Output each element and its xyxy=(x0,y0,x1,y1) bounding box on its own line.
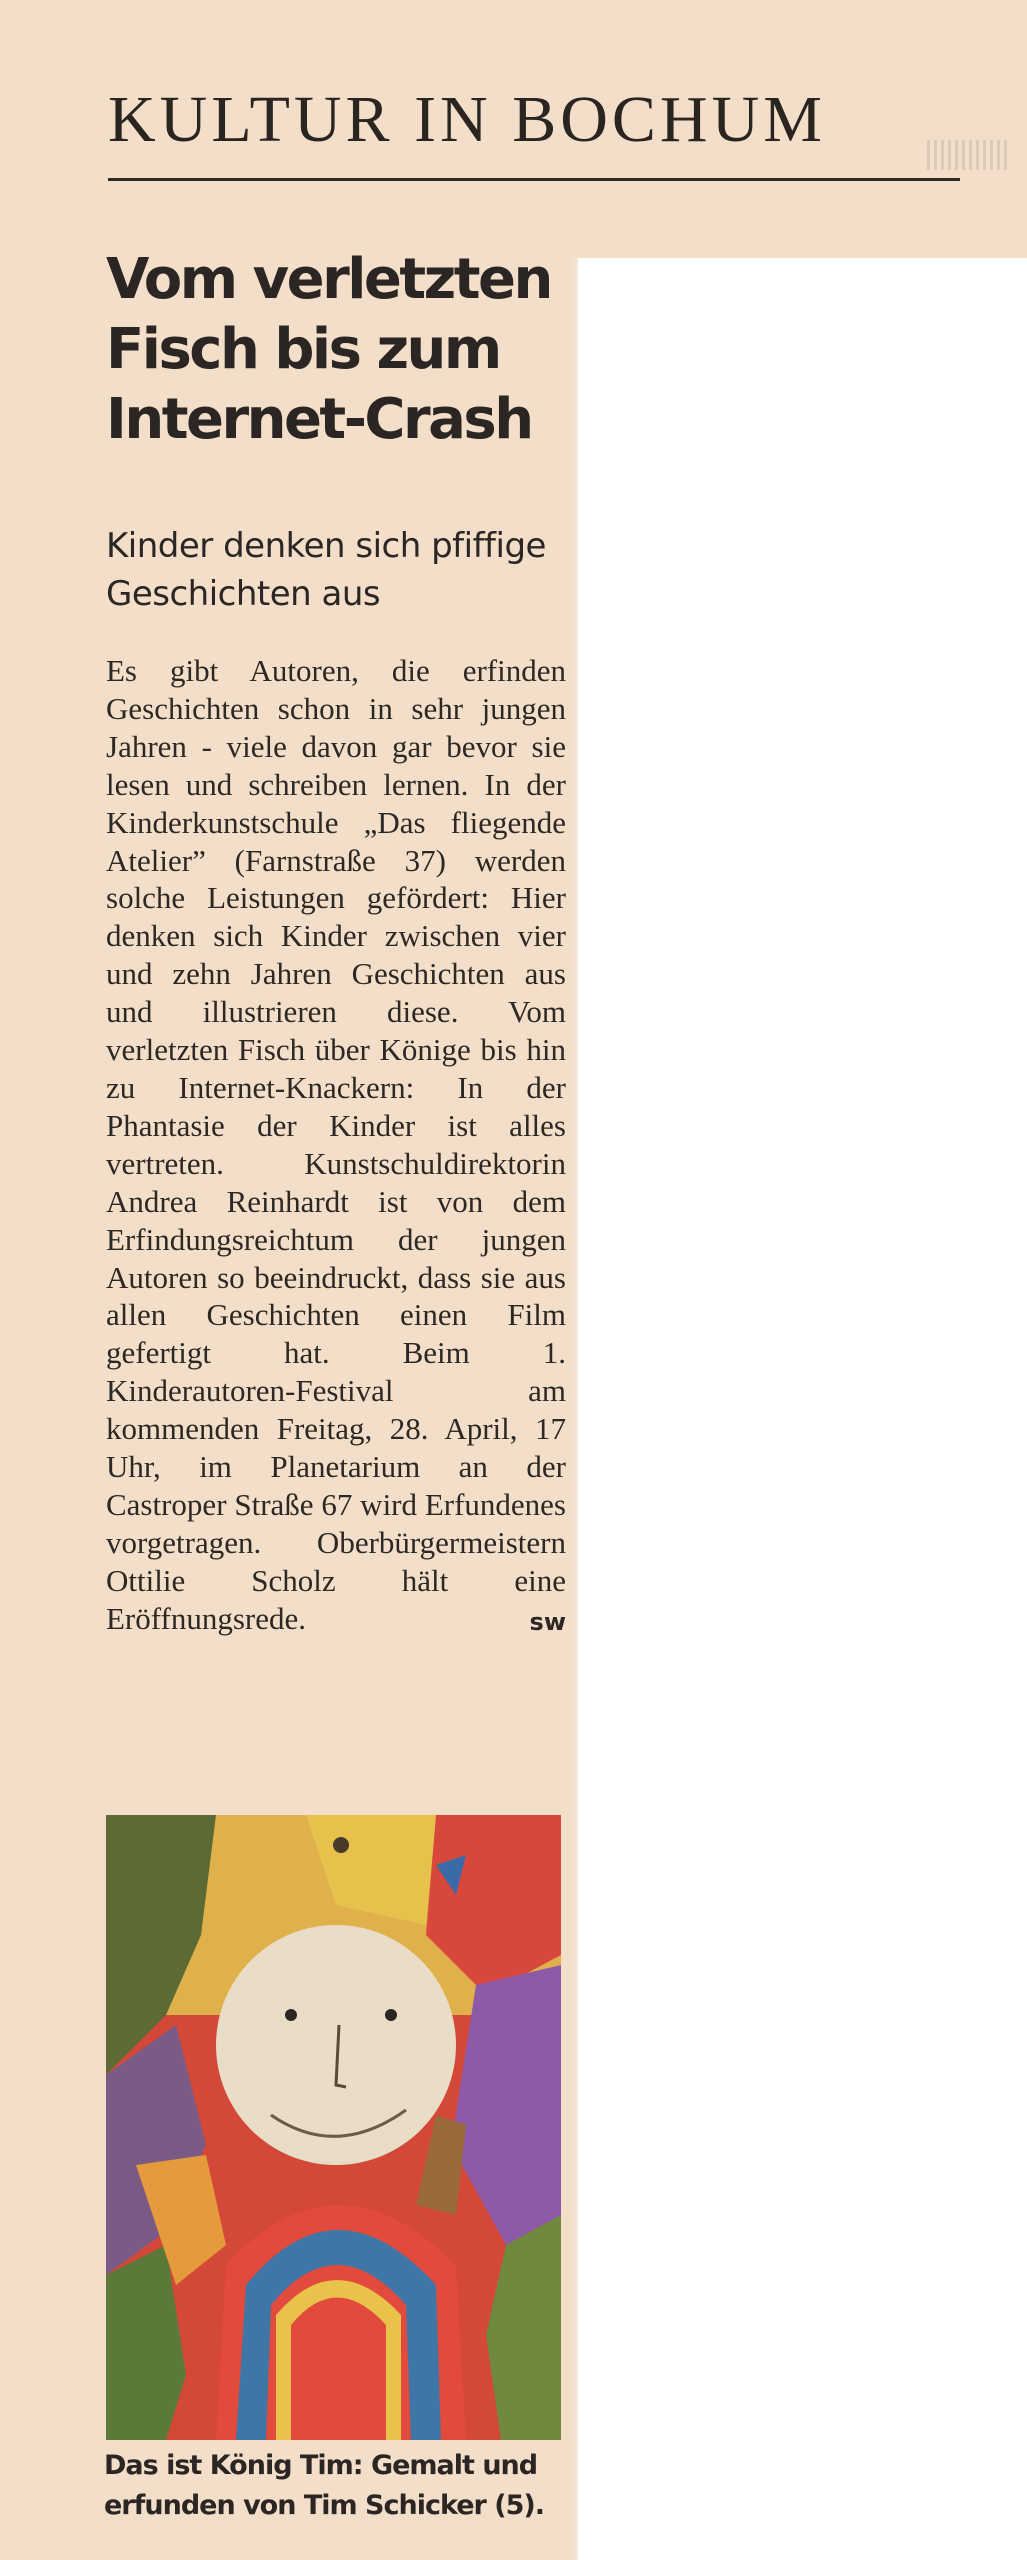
article-byline: sw xyxy=(529,1607,566,1636)
blank-cutout-area xyxy=(578,258,1027,2560)
section-rule xyxy=(108,178,960,181)
painting-illustration xyxy=(106,1815,561,2440)
article-headline: Vom verletzten Fisch bis zum Internet-Crash xyxy=(106,247,551,452)
section-title: KULTUR IN BOCHUM xyxy=(108,83,826,156)
article-body xyxy=(106,652,566,1642)
photo-caption: Das ist König Tim: Gemalt und erfunden von Tim Schicker (5). xyxy=(104,2450,544,2521)
article-body-text: Es gibt Autoren, die erfinden Geschichten schon in sehr jungen Jahren - viele davon gar bevor sie lesen und schreiben lernen. In der Kinderkunstschule „Das fliegende Atelier” (Farnstraße 37) werden solche Leistungen gefördert: Hier denken sich Kinder zwischen vier und zehn Jahren Geschichten aus und illustrieren diese. Vom verletzten Fisch über Könige bis hin zu Internet-Knackern: In der Phantasie der Kinder ist alles vertreten. Kunstschuldirektorin Andrea Reinhardt ist von dem Erfindungsreichtum der jungen Autoren so beeindruckt, dass sie aus allen Geschichten einen Film gefertigt hat. Beim 1. Kinderautoren-Festival am kommenden Freitag, 28. April, 17 Uhr, im Planetarium an der Castroper Straße 67 wird Erfundenes vorgetragen. Oberbürgermeistern Ottilie Scholz hält eine Eröffnungsrede. xyxy=(106,653,566,1636)
article-subheadline: Kinder denken sich pfiffige Geschichten aus xyxy=(106,526,546,614)
childrens-painting-photo xyxy=(106,1815,561,2440)
faded-bleed-through xyxy=(927,140,1007,170)
